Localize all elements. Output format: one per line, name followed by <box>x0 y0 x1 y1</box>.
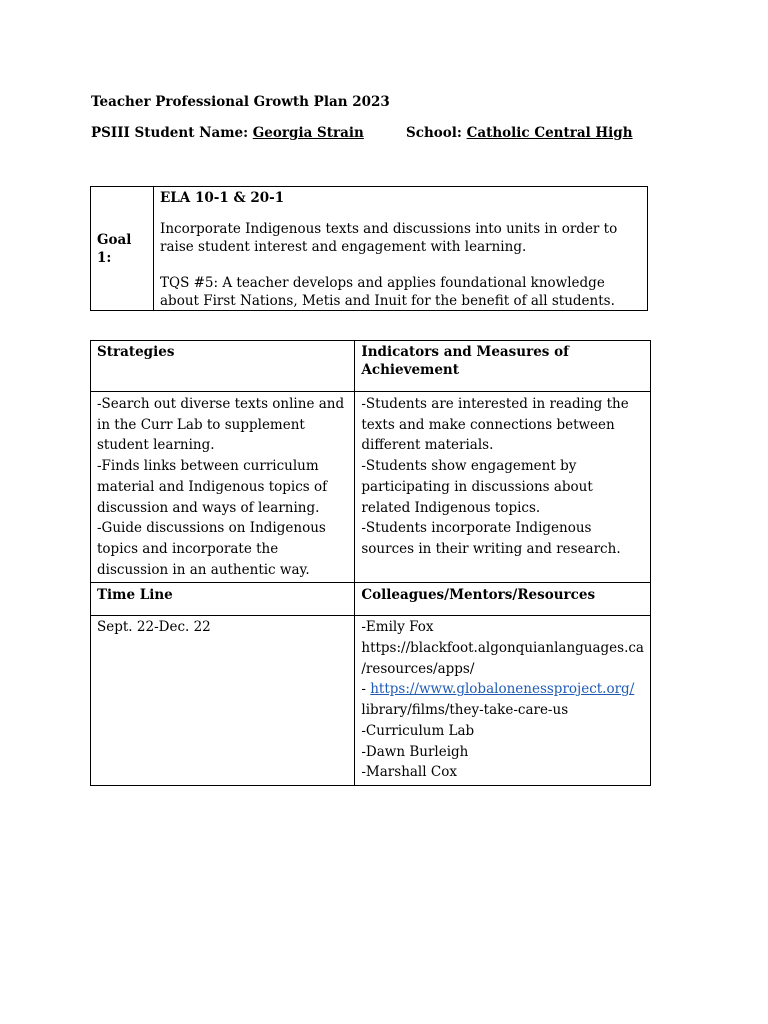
strategy-item: -Finds links between curriculum material and Indigenous topics of discussion and ways of learning. <box>97 458 328 516</box>
resource-item: -Curriculum Lab <box>361 722 475 739</box>
resource-url: /resources/apps/ <box>361 660 475 677</box>
school-name-value: Catholic Central High <box>466 125 633 141</box>
goal-table <box>90 186 648 311</box>
resource-url: library/films/they-take-care-us <box>361 702 569 719</box>
resource-item: -Emily Fox <box>361 619 434 636</box>
resource-link-line <box>361 679 644 700</box>
plan-table <box>90 340 651 786</box>
timeline-header: Time Line <box>91 583 355 616</box>
oneness-project-link[interactable]: https://www.globalonenessproject.org/ <box>370 681 635 698</box>
school-info <box>406 125 633 141</box>
resource-link-prefix: - <box>361 681 371 698</box>
goal-course: ELA 10-1 & 20-1 <box>160 190 285 206</box>
document-title: Teacher Professional Growth Plan 2023 <box>91 94 390 110</box>
strategy-item: -Search out diverse texts online and in the Curr Lab to supplement student learning. <box>97 396 345 454</box>
strategies-cell <box>91 392 355 583</box>
indicator-item: -Students are interested in reading the texts and make connections between different materials. <box>361 396 629 454</box>
goal-body <box>154 187 648 311</box>
resource-item: -Marshall Cox <box>361 764 457 781</box>
student-name-label: PSIII Student Name: <box>91 125 249 141</box>
indicator-item: -Students show engagement by participating in discussions about related Indigenous topics. <box>361 458 593 516</box>
indicator-item: -Students incorporate Indigenous sources in their writing and research. <box>361 520 621 557</box>
resource-url: https://blackfoot.algonquianlanguages.ca <box>361 640 644 657</box>
resources-header: Colleagues/Mentors/Resources <box>355 583 651 616</box>
indicators-cell <box>355 392 651 583</box>
student-info-line <box>91 125 691 141</box>
resources-cell <box>355 616 651 786</box>
goal-tqs: TQS #5: A teacher develops and applies foundational knowledge about First Nations, Metis and Inuit for the benefit of all students. <box>160 275 615 309</box>
strategy-item: -Guide discussions on Indigenous topics and incorporate the discussion in an authentic way. <box>97 520 326 578</box>
timeline-cell: Sept. 22-Dec. 22 <box>91 616 355 786</box>
resource-item: -Dawn Burleigh <box>361 743 469 760</box>
student-name-value: Georgia Strain <box>252 125 364 141</box>
goal-label: Goal 1: <box>91 187 154 311</box>
goal-description: Incorporate Indigenous texts and discussions into units in order to raise student interest and engagement with learning. <box>160 221 618 255</box>
indicators-header: Indicators and Measures of Achievement <box>355 341 651 392</box>
strategies-header: Strategies <box>91 341 355 392</box>
school-label: School: <box>406 125 462 141</box>
